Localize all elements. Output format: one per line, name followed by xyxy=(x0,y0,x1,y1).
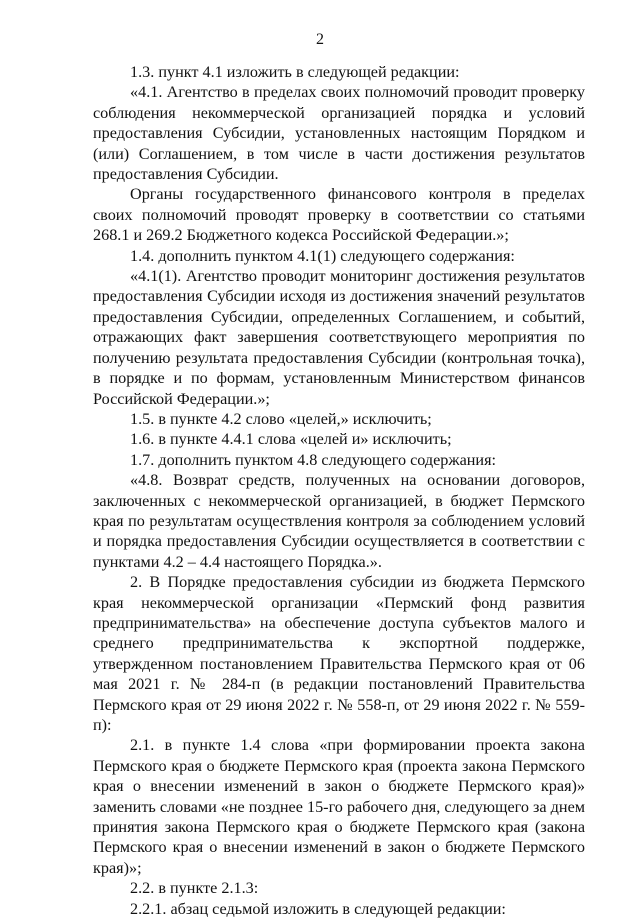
paragraph-4-1-1: «4.1(1). Агентство проводит мониторинг достижения результатов предоставления Субсидии исходя из достижения значений результатов предоставления Субсидии, определенных Соглашением, и событий, отражающих факт завершения соответствующего мероприятия по получению результата предоставления Субсидии (контрольная точка), в порядке и по формам, установленным Министерством финансов Российской Федерации.»; xyxy=(93,267,585,408)
paragraph-1-7: 1.7. дополнить пунктом 4.8 следующего содержания: xyxy=(130,450,497,469)
paragraph-4-8: «4.8. Возврат средств, полученных на основании договоров, заключенных с некоммерческой организацией, в бюджет Пермского края по результатам осуществления контроля за соблюдением условий и порядка предоставления Субсидии осуществляется в соответствии с пунктами 4.2 – 4.4 настоящего Порядка.». xyxy=(93,471,585,571)
paragraph-2-1: 2.1. в пункте 1.4 слова «при формировании проекта закона Пермского края о бюджете Пермского края (проекта закона Пермского края о внесении изменений в закон о бюджете Пермского края)» заменить словами «не позднее 15-го рабочего дня, следующего за днем принятия закона Пермского края о бюджете Пермского края (закона Пермского края о внесении изменений в закон о бюджете Пермского края)»; xyxy=(93,736,585,877)
document-body xyxy=(93,62,585,919)
page-number: 2 xyxy=(316,31,324,48)
paragraph-state-control: Органы государственного финансового контроля в пределах своих полномочий проводят проверку в соответствии со статьями 268.1 и 269.2 Бюджетного кодекса Российской Федерации.»; xyxy=(93,185,585,245)
paragraph-2: 2. В Порядке предоставления субсидии из бюджета Пермского края некоммерческой организации «Пермский фонд развития предпринимательства» на обеспечение доступа субъектов малого и среднего предпринимательства к экспортной поддержке, утвержденном постановлением Правительства Пермского края от 06 мая 2021 г. № 284-п (в редакции постановлений Правительства Пермского края от 29 июня 2022 г. № 558-п, от 29 июня 2022 г. № 559-п): xyxy=(93,573,585,734)
paragraph-1-5: 1.5. в пункте 4.2 слово «целей,» исключить; xyxy=(130,409,432,428)
paragraph-2-2-1: 2.2.1. абзац седьмой изложить в следующей редакции: xyxy=(130,899,506,918)
paragraph-1-4: 1.4. дополнить пунктом 4.1(1) следующего содержания: xyxy=(130,246,515,265)
paragraph-4-1: «4.1. Агентство в пределах своих полномочий проводит проверку соблюдения некоммерческой организацией порядка и условий предоставления Субсидии, установленных настоящим Порядком и (или) Соглашением, в том числе в части достижения результатов предоставления Субсидии. xyxy=(93,83,585,184)
paragraph-2-2: 2.2. в пункте 2.1.3: xyxy=(130,879,259,898)
paragraph-1-6: 1.6. в пункте 4.4.1 слова «целей и» исключить; xyxy=(130,430,452,449)
paragraph-1-3: 1.3. пункт 4.1 изложить в следующей редакции: xyxy=(130,63,460,81)
